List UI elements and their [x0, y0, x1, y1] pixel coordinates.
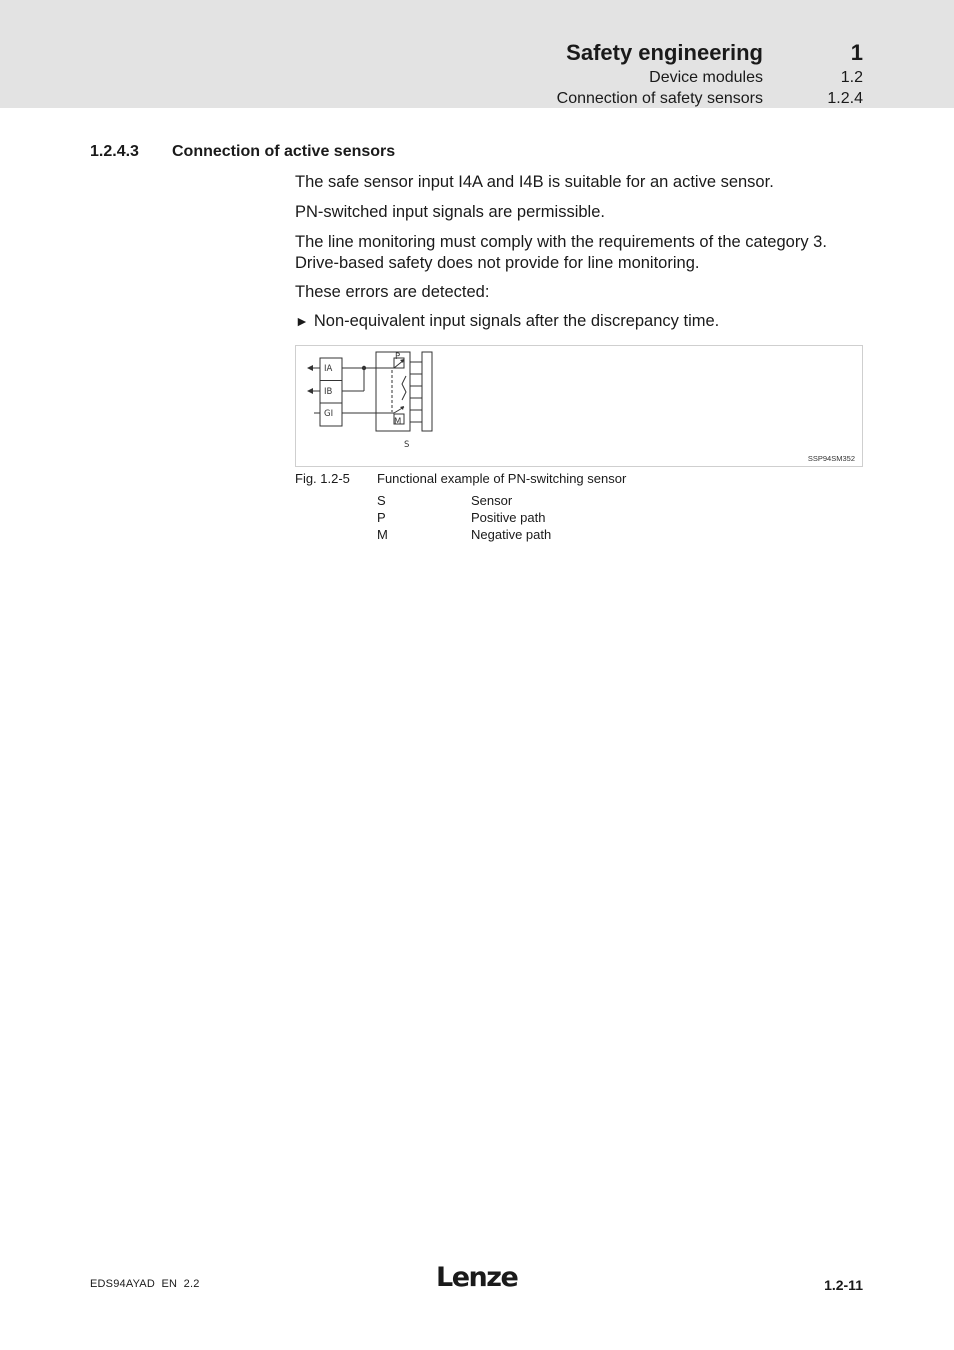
page-number: 1.2-11: [824, 1277, 863, 1293]
legend-key: M: [377, 527, 388, 542]
junction-dot: [362, 366, 366, 370]
legend-key: S: [377, 493, 386, 508]
legend-value: Sensor: [471, 493, 513, 508]
sensor-p-label: P: [395, 352, 401, 362]
subsubsection-number: 1.2.4: [827, 90, 863, 107]
circuit-diagram: [296, 346, 862, 466]
paragraph: The safe sensor input I4A and I4B is suitable for an active sensor.: [295, 173, 774, 191]
sensor-m-label: M: [394, 417, 402, 427]
bullet-text: Non-equivalent input signals after the discrepancy time.: [313, 312, 720, 330]
figure-label: Fig. 1.2-5: [295, 471, 350, 486]
section-title: Connection of active sensors: [172, 143, 396, 160]
paragraph: Drive-based safety does not provide for line monitoring.: [295, 254, 700, 272]
section-number: 1.2.4.3: [90, 143, 139, 160]
figure-frame: [295, 345, 863, 467]
paragraph: These errors are detected:: [295, 283, 490, 301]
figure-code: SSP94SM352: [807, 454, 855, 463]
arrow-left-icon: [307, 388, 313, 394]
terminal-ia-label: IA: [324, 364, 333, 374]
paragraph: PN-switched input signals are permissible.: [295, 203, 605, 221]
header-band: [0, 0, 954, 108]
paragraph: The line monitoring must comply with the requirements of the category 3.: [295, 233, 827, 251]
chapter-number: 1: [850, 40, 863, 65]
bullet-item: [295, 312, 719, 331]
subsection-title: Device modules: [649, 69, 763, 86]
document-id: EDS94AYAD EN 2.2: [90, 1278, 200, 1290]
arrow-left-icon: [307, 365, 313, 371]
figure-caption: Functional example of PN-switching sensor: [377, 471, 627, 486]
terminal-gi-label: GI: [324, 409, 334, 419]
subsubsection-title: Connection of safety sensors: [556, 90, 763, 107]
chapter-title: Safety engineering: [566, 40, 763, 65]
terminal-ib-label: IB: [324, 387, 333, 397]
connector-plug: [422, 352, 432, 431]
sensor-body: [376, 352, 410, 431]
legend-value: Positive path: [471, 510, 546, 525]
sensor-s-label: S: [404, 440, 410, 450]
lenze-logo: Lenze: [436, 1262, 518, 1293]
bullet-arrow-icon: ►: [295, 313, 309, 329]
legend-value: Negative path: [471, 527, 552, 542]
subsection-number: 1.2: [840, 69, 863, 86]
legend-key: P: [377, 510, 386, 525]
